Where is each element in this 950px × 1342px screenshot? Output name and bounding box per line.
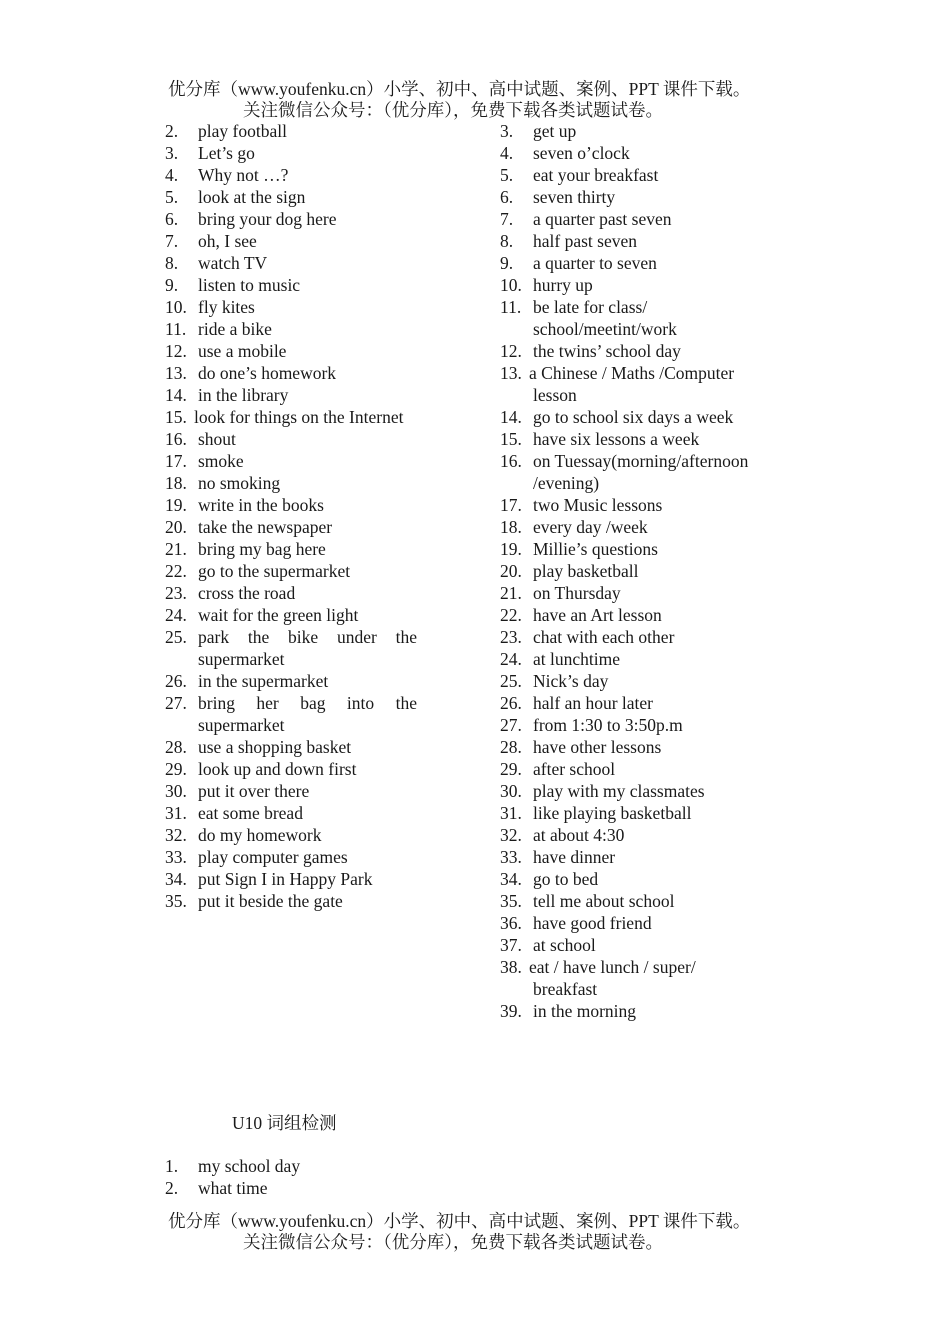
item-number: 39. [500,1001,522,1021]
item-number: 20. [165,517,187,537]
list-item [165,802,417,824]
item-text: eat / have lunch / super/ breakfast [529,957,696,999]
item-number: 21. [500,583,522,603]
item-text: go to bed [533,869,599,889]
item-number: 8. [500,231,514,251]
list-item [165,560,417,582]
item-text: use a shopping basket [198,737,352,757]
list-item [500,450,752,494]
list-item [500,736,752,758]
list-item [165,340,417,362]
item-text: play football [198,121,287,141]
item-text: take the newspaper [198,517,333,537]
item-number: 13. [165,363,187,383]
item-text: have six lessons a week [533,429,700,449]
list-item [165,472,417,494]
item-number: 31. [500,803,522,823]
list-item [500,890,752,912]
item-number: 7. [500,209,514,229]
list-item [500,824,752,846]
item-text: in the morning [533,1001,637,1021]
list-item [165,670,417,692]
item-number: 38. [500,957,522,977]
item-number: 19. [165,495,187,515]
list-item [500,648,752,670]
list-item [500,868,752,890]
list-item [165,626,417,670]
header-line-2: 关注微信公众号：（优分库），免费下载各类试题试卷。 [243,100,663,120]
list-item [500,340,752,362]
item-text: seven thirty [533,187,616,207]
item-number: 35. [165,891,187,911]
item-number: 23. [165,583,187,603]
item-number: 24. [165,605,187,625]
list-item [500,494,752,516]
list-item [500,802,752,824]
item-text: no smoking [198,473,281,493]
item-text: a Chinese / Maths /Computer lesson [529,363,735,405]
item-text: listen to music [198,275,301,295]
item-text: Why not …? [198,165,289,185]
list-item [165,142,417,164]
item-text: bring her bag into the supermarket [198,693,417,735]
list-item [500,296,752,340]
list-item [165,318,417,340]
item-text: play with my classmates [533,781,705,801]
list-item [165,274,417,296]
item-text: look at the sign [198,187,306,207]
left-phrase-list [165,120,417,912]
list-item [500,714,752,736]
item-number: 18. [500,517,522,537]
item-text: the twins’ school day [533,341,681,361]
list-item [165,362,417,384]
item-number: 28. [165,737,187,757]
item-number: 29. [165,759,187,779]
list-item [165,582,417,604]
item-number: 9. [500,253,514,273]
item-number: 25. [500,671,522,691]
item-number: 36. [500,913,522,933]
item-number: 1. [165,1156,179,1176]
item-text: fly kites [198,297,255,317]
item-text: go to the supermarket [198,561,351,581]
item-number: 31. [165,803,187,823]
item-text: play computer games [198,847,348,867]
item-number: 33. [165,847,187,867]
item-number: 10. [165,297,187,317]
item-number: 24. [500,649,522,669]
list-item [500,934,752,956]
item-text: do one’s homework [198,363,337,383]
item-text: chat with each other [533,627,675,647]
list-item [500,164,752,186]
item-text: on Tuessay(morning/afternoon /evening) [533,451,749,493]
list-item [500,516,752,538]
item-number: 26. [500,693,522,713]
item-number: 13. [500,363,522,383]
list-item [500,758,752,780]
list-item [165,604,417,626]
list-item [165,428,417,450]
item-text: at lunchtime [533,649,620,669]
item-text: oh, I see [198,231,257,251]
list-item [165,824,417,846]
item-number: 20. [500,561,522,581]
item-number: 28. [500,737,522,757]
item-number: 26. [165,671,187,691]
item-number: 17. [165,451,187,471]
footer-line-1: 优分库（www.youfenku.cn）小学、初中、高中试题、案例、PPT 课件下载。 [168,1211,751,1231]
item-text: ride a bike [198,319,272,339]
item-number: 4. [500,143,514,163]
item-text: at school [533,935,596,955]
item-number: 16. [165,429,187,449]
item-number: 11. [500,297,522,317]
item-text: do my homework [198,825,322,845]
list-item [500,538,752,560]
list-item [500,604,752,626]
list-item [165,296,417,318]
list-item [500,956,752,1000]
item-number: 7. [165,231,179,251]
item-number: 3. [165,143,179,163]
list-item [500,252,752,274]
item-text: at about 4:30 [533,825,625,845]
item-text: wait for the green light [198,605,359,625]
list-item [500,670,752,692]
list-item [165,208,417,230]
item-text: after school [533,759,616,779]
item-text: my school day [198,1156,301,1176]
list-item [165,846,417,868]
item-text: like playing basketball [533,803,692,823]
list-item [165,164,417,186]
item-number: 14. [500,407,522,427]
item-number: 11. [165,319,187,339]
item-number: 17. [500,495,522,515]
item-number: 32. [500,825,522,845]
list-item [165,538,417,560]
item-text: tell me about school [533,891,675,911]
item-text: in the supermarket [198,671,329,691]
item-number: 27. [165,693,187,713]
item-text: on Thursday [533,583,621,603]
item-text: put it over there [198,781,310,801]
item-number: 22. [500,605,522,625]
item-number: 15. [165,407,187,427]
item-number: 12. [500,341,522,361]
list-item [165,406,417,428]
header-line-1: 优分库（www.youfenku.cn）小学、初中、高中试题、案例、PPT 课件下载。 [168,79,751,99]
item-text: have good friend [533,913,652,933]
item-number: 9. [165,275,179,295]
item-number: 34. [500,869,522,889]
list-item [165,868,417,890]
item-text: get up [533,121,577,141]
footer-line-2: 关注微信公众号：（优分库），免费下载各类试题试卷。 [243,1232,663,1252]
list-item [165,516,417,538]
list-item [500,626,752,648]
item-number: 21. [165,539,187,559]
item-number: 30. [500,781,522,801]
item-text: park the bike under the supermarket [198,627,417,669]
item-number: 34. [165,869,187,889]
list-item [500,582,752,604]
list-item [500,230,752,252]
item-text: use a mobile [198,341,287,361]
list-item [165,494,417,516]
item-number: 12. [165,341,187,361]
item-text: shout [198,429,236,449]
item-number: 5. [165,187,179,207]
item-text: from 1:30 to 3:50p.m [533,715,683,735]
list-item [500,780,752,802]
item-number: 25. [165,627,187,647]
item-text: half past seven [533,231,637,251]
item-text: hurry up [533,275,593,295]
list-item [165,1177,465,1199]
item-number: 32. [165,825,187,845]
item-text: in the library [198,385,289,405]
item-text: put Sign I in Happy Park [198,869,373,889]
list-item [165,780,417,802]
item-number: 5. [500,165,514,185]
item-number: 18. [165,473,187,493]
list-item [500,1000,752,1022]
item-text: what time [198,1178,268,1198]
item-number: 6. [165,209,179,229]
item-text: every day /week [533,517,648,537]
item-text: go to school six days a week [533,407,734,427]
item-text: bring my bag here [198,539,326,559]
u10-phrase-list [165,1155,465,1199]
item-text: half an hour later [533,693,654,713]
item-text: a quarter to seven [533,253,657,273]
list-item [500,560,752,582]
list-item [500,846,752,868]
item-number: 22. [165,561,187,581]
list-item [165,450,417,472]
item-text: eat your breakfast [533,165,659,185]
item-text: look for things on the Internet [194,407,404,427]
item-number: 33. [500,847,522,867]
item-text: play basketball [533,561,639,581]
item-text: Let’s go [198,143,255,163]
list-item [165,1155,465,1177]
list-item [500,428,752,450]
item-number: 14. [165,385,187,405]
item-text: two Music lessons [533,495,663,515]
list-item [165,890,417,912]
list-item [165,252,417,274]
list-item [165,186,417,208]
item-number: 8. [165,253,179,273]
list-item [500,274,752,296]
item-number: 35. [500,891,522,911]
item-number: 23. [500,627,522,647]
item-number: 19. [500,539,522,559]
list-item [500,120,752,142]
item-number: 10. [500,275,522,295]
list-item [500,208,752,230]
item-text: a quarter past seven [533,209,672,229]
list-item [165,120,417,142]
item-number: 27. [500,715,522,735]
list-item [500,406,752,428]
list-item [165,230,417,252]
list-item [165,384,417,406]
item-number: 16. [500,451,522,471]
list-item [500,692,752,714]
item-text: be late for class/ school/meetint/work [533,297,677,339]
item-text: bring your dog here [198,209,337,229]
item-number: 37. [500,935,522,955]
item-number: 4. [165,165,179,185]
item-number: 30. [165,781,187,801]
item-number: 2. [165,1178,179,1198]
list-item [500,186,752,208]
item-number: 6. [500,187,514,207]
item-number: 3. [500,121,514,141]
list-item [165,758,417,780]
section-title: U10 词组检测 [232,1113,337,1133]
item-number: 29. [500,759,522,779]
item-text: write in the books [198,495,324,515]
list-item [165,736,417,758]
item-number: 15. [500,429,522,449]
item-text: eat some bread [198,803,303,823]
item-text: Nick’s day [533,671,609,691]
list-item [165,692,417,736]
item-text: put it beside the gate [198,891,343,911]
item-text: cross the road [198,583,296,603]
list-item [500,912,752,934]
item-text: smoke [198,451,244,471]
item-text: have dinner [533,847,616,867]
item-text: have an Art lesson [533,605,662,625]
item-text: Millie’s questions [533,539,658,559]
list-item [500,362,752,406]
item-number: 2. [165,121,179,141]
item-text: have other lessons [533,737,662,757]
item-text: seven o’clock [533,143,630,163]
item-text: look up and down first [198,759,357,779]
right-phrase-list [500,120,752,1022]
list-item [500,142,752,164]
item-text: watch TV [198,253,268,273]
